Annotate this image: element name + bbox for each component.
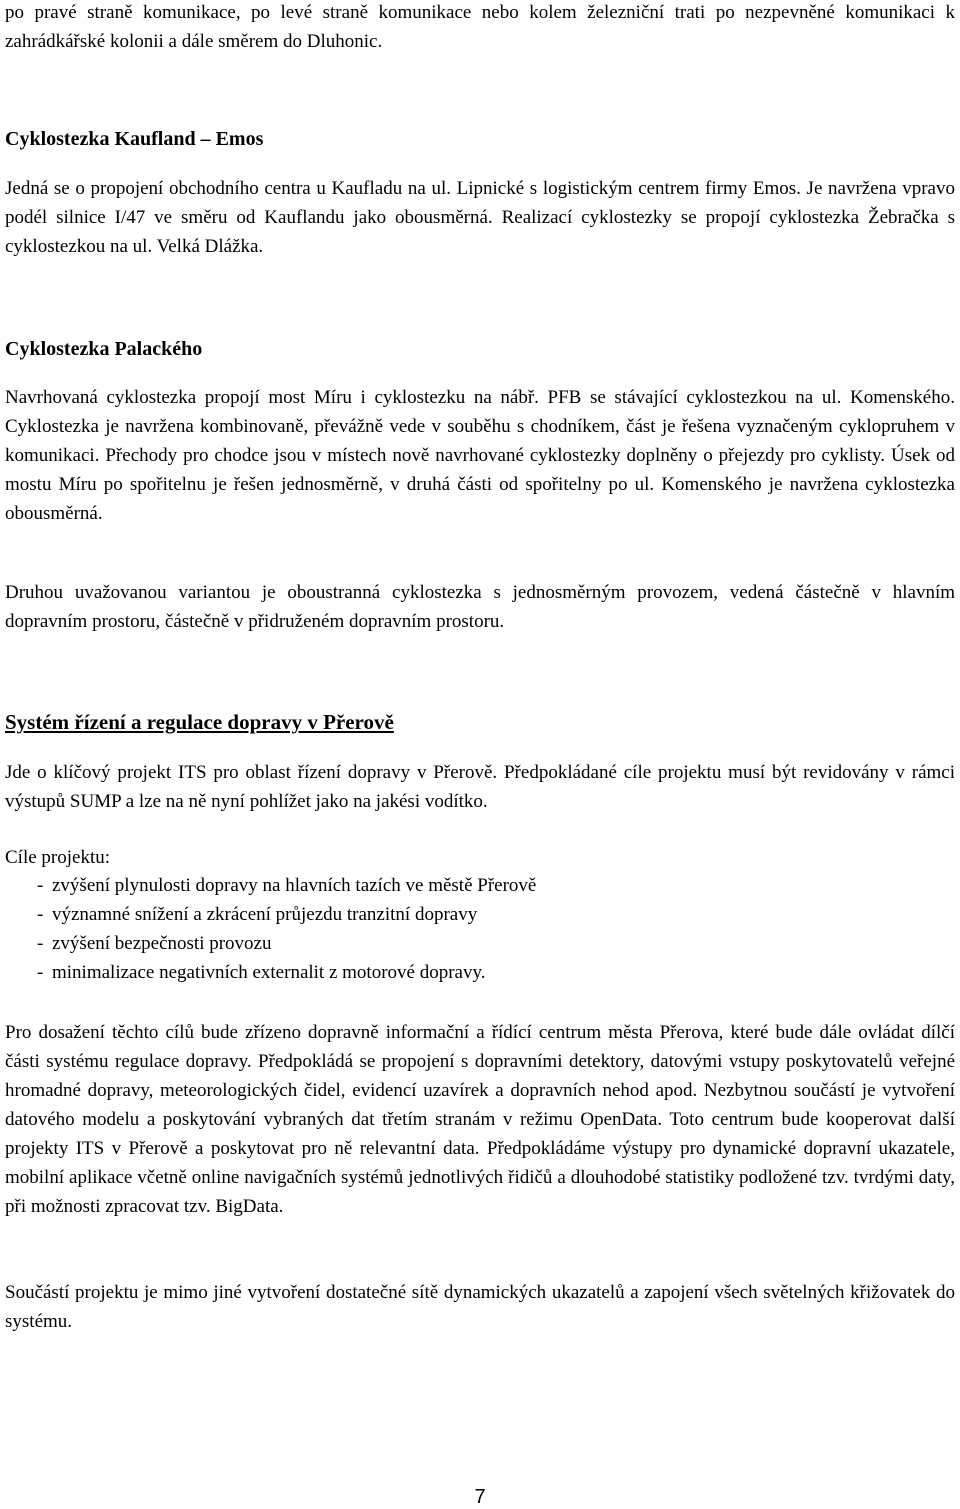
goals-label: Cíle projektu: (5, 847, 111, 868)
palackeho-heading: Cyklostezka Palackého (5, 338, 203, 360)
list-item: - minimalizace negativních externalit z motorové dopravy. (37, 962, 486, 983)
list-item: - zvýšení bezpečnosti provozu (37, 933, 272, 954)
system-paragraph: Jde o klíčový projekt ITS pro oblast řízení dopravy v Přerově. Předpokládané cíle projektu musí být revidovány v rámci výstupů SUMP a lze na ně nyní pohlížet jako na jakési vodítko. (5, 762, 955, 812)
palackeho-paragraph: Navrhovaná cyklostezka propojí most Míru i cyklostezku na nábř. PFB se stávající cyklostezkou na ul. Komenského. Cyklostezka je navržena kombinovaně, převážně vede v souběhu s chodníkem, část je řešena vyznačeným cyklopruhem v komunikaci. Přechody pro chodce jsou v místech nově navrhované cyklostezky doplněny o přejezdy pro cyklisty. Úsek od mostu Míru po spořitelnu je řešen jednosměrně, v druhá části od spořitelny po ul. Komenského je navržena cyklostezka obousměrná. (5, 387, 955, 524)
system-heading: Systém řízení a regulace dopravy v Přerově (5, 710, 394, 734)
list-item: - významné snížení a zkrácení průjezdu tranzitní dopravy (37, 904, 478, 925)
kaufland-heading: Cyklostezka Kaufland – Emos (5, 128, 264, 150)
system-closing-paragraph: Součástí projektu je mimo jiné vytvoření dostatečné sítě dynamických ukazatelů a zapojení všech světelných křižovatek do systému. (5, 1282, 955, 1332)
palackeho-variant-paragraph: Druhou uvažovanou variantou je oboustranná cyklostezka s jednosměrným provozem, vedená částečně v hlavním dopravním prostoru, částečně v přidruženém dopravním prostoru. (5, 582, 955, 632)
goals-list (5, 871, 536, 987)
system-detail-paragraph: Pro dosažení těchto cílů bude zřízeno dopravně informační a řídící centrum města Přerova, které bude dále ovládat dílčí části systému regulace dopravy. Předpokládá se propojení s dopravními detektory, datovými vstupy poskytovatelů veřejné hromadné dopravy, meteorologických čidel, evidencí uzavírek a dopravních nehod apod. Nezbytnou součástí je vytvoření datového modelu a poskytování vybraných dat třetím stranám v režimu OpenData. Toto centrum bude kooperovat další projekty ITS v Přerově a poskytovat pro ně relevantní data. Předpokládáme výstupy pro dynamické dopravní ukazatele, mobilní aplikace včetně online navigačních systémů jednotlivých řidičů a dlouhodobé statistiky podložené tzv. tvrdými daty, při možnosti zpracovat tzv. BigData. (5, 1022, 955, 1217)
page-number: 7 (474, 1486, 486, 1508)
intro-paragraph: po pravé straně komunikace, po levé straně komunikace nebo kolem železniční trati po nezpevněné komunikaci k zahrádkářské kolonii a dále směrem do Dluhonic. (5, 2, 955, 52)
list-item: - zvýšení plynulosti dopravy na hlavních tazích ve městě Přerově (37, 875, 537, 896)
kaufland-paragraph: Jedná se o propojení obchodního centra u Kaufladu na ul. Lipnické s logistickým centrem firmy Emos. Je navržena vpravo podél silnice I/47 ve směru od Kauflandu jako obousměrná. Realizací cyklostezky se propojí cyklostezka Žebračka s cyklostezkou na ul. Velká Dlážka. (5, 178, 955, 257)
